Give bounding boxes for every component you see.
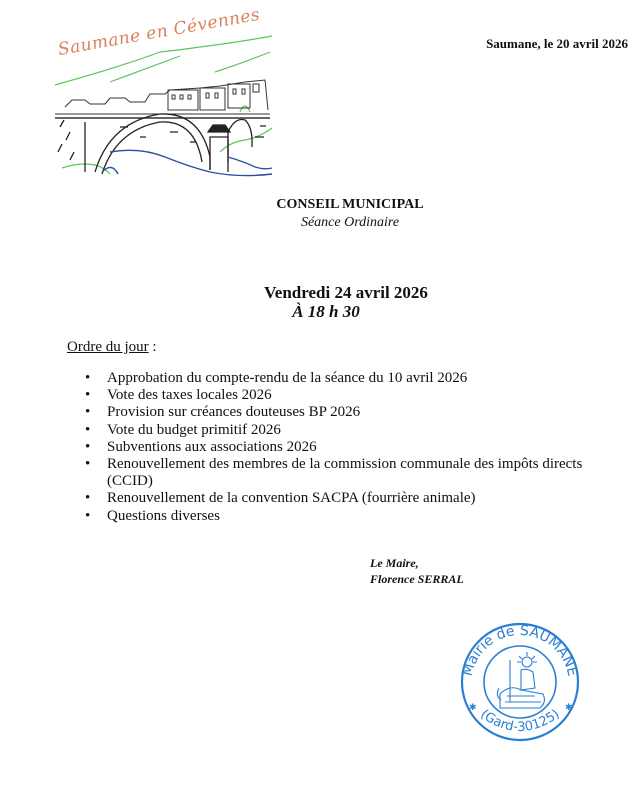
village-logo [50, 4, 276, 178]
agenda-item-text: Provision sur créances douteuses BP 2026 [107, 404, 361, 421]
agenda-item-text: Vote du budget primitif 2026 [107, 421, 281, 438]
agenda-item [85, 439, 615, 456]
agenda-item [85, 490, 615, 507]
agenda-item [85, 456, 615, 490]
agenda-item [85, 387, 615, 404]
bridge-arches [58, 114, 266, 174]
meeting-time: À 18 h 30 [292, 302, 360, 321]
bullet-icon: • [85, 421, 91, 438]
agenda-item-text: Vote des taxes locales 2026 [107, 387, 272, 404]
hills-lines [55, 36, 272, 174]
agenda-item-text: Subventions aux associations 2026 [107, 438, 317, 455]
council-title: CONSEIL MUNICIPAL [276, 197, 424, 212]
agenda-item-text: Questions diverses [107, 507, 220, 524]
stamp-emblem [497, 652, 544, 708]
agenda-item-text: Approbation du compte-rendu de la séance du 10 avril 2026 [107, 370, 468, 386]
stamp-star-icon: ✱ [565, 702, 573, 712]
agenda-item [85, 422, 615, 439]
agenda-item-text: Renouvellement de la convention SACPA (fourrière animale) [107, 490, 476, 507]
signature-block [370, 555, 464, 587]
river [102, 150, 272, 175]
signature-name: Florence SERRAL [370, 572, 464, 586]
bullet-icon: • [85, 404, 91, 421]
stamp-bottom-text: (Gard-30125) [477, 706, 563, 736]
agenda-item [85, 404, 615, 421]
bullet-icon: • [85, 438, 91, 455]
agenda-list [85, 370, 615, 525]
stamp-star-icon: ✱ [469, 702, 477, 712]
agenda-item [85, 370, 615, 387]
signature-role: Le Maire, [370, 556, 419, 570]
bullet-icon: • [85, 456, 91, 473]
bullet-icon: • [85, 507, 91, 524]
bullet-icon: • [85, 387, 91, 404]
stamp-seal [455, 622, 585, 742]
agenda-heading-label: Ordre du jour [67, 339, 149, 355]
official-stamp [455, 622, 585, 742]
bullet-icon: • [85, 370, 91, 386]
agenda-item-text: Renouvellement des membres de la commission communale des impôts directs (CCID) [107, 456, 583, 490]
meeting-date: Vendredi 24 avril 2026 [264, 283, 428, 302]
agenda-heading [67, 339, 157, 356]
session-type: Séance Ordinaire [300, 215, 400, 230]
stamp-top-text: Mairie de SAUMANE [459, 622, 581, 678]
village-buildings [55, 80, 270, 118]
agenda-heading-colon: : [148, 339, 157, 355]
agenda-item [85, 508, 615, 525]
logo-title: Saumane en Cévennes [56, 4, 262, 60]
bullet-icon: • [85, 490, 91, 507]
dateline: Saumane, le 20 avril 2026 [486, 36, 628, 51]
